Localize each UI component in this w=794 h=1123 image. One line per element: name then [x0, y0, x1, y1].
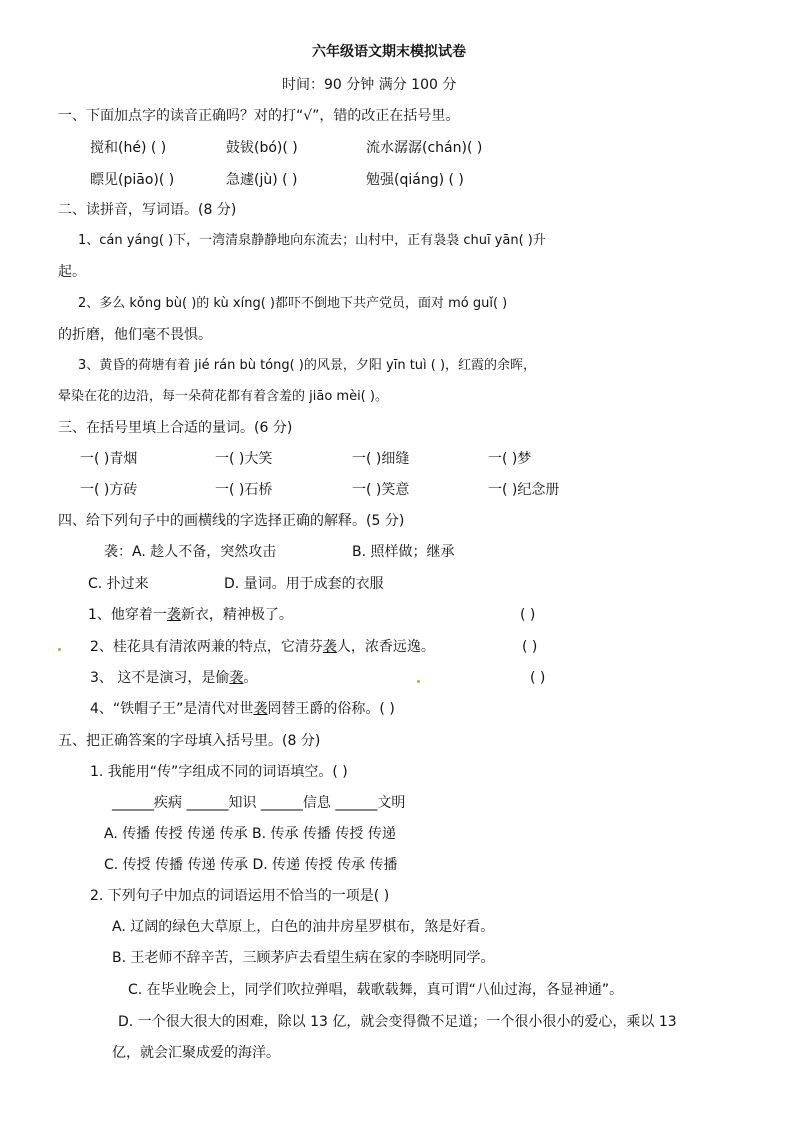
- s5-q2-option-a: A. 辽阔的绿色大草原上，白色的油井房星罗棋布，煞是好看。: [112, 919, 495, 935]
- s4-definition-b: B. 照样做；继承: [352, 544, 455, 560]
- underlined-char: 袭: [253, 701, 268, 717]
- s5-q2-option-b: B. 王老师不辞辛苦，三顾茅庐去看望生病在家的李晓明同学。: [112, 950, 495, 966]
- s4-question: 4、“铁帽子王”是清代对世袭罔替王爵的俗称。( ): [90, 701, 395, 717]
- dot-mark: [417, 680, 420, 683]
- s2-question-cont: 晕染在花的边沿，每一朵荷花都有着含羞的 jiāo mèi( )。: [58, 389, 388, 404]
- s5-q2-option-d-cont: 亿，就会汇聚成爱的海洋。: [112, 1045, 280, 1061]
- s1-item: 鼓钹(bó)( ): [226, 140, 298, 156]
- section-4-heading: 四、给下列句子中的画横线的字选择正确的解释。(5 分): [58, 513, 405, 529]
- s5-q2-option-c: C. 在毕业晚会上，同学们吹拉弹唱，载歌载舞，真可谓“八仙过海，各显神通”。: [128, 982, 624, 998]
- s2-question-cont: 的折磨，他们毫不畏惧。: [58, 327, 212, 343]
- s5-q1-options-ab: A. 传播 传授 传递 传承 B. 传承 传播 传授 传递: [104, 826, 396, 842]
- s3-item: 一( )梦: [488, 451, 532, 467]
- s3-item: 一( )青烟: [80, 451, 138, 467]
- s5-q1-options-cd: C. 传授 传播 传递 传承 D. 传递 传授 传承 传播: [104, 857, 398, 873]
- exam-info: 时间：90 分钟 满分 100 分: [282, 77, 457, 93]
- s3-item: 一( )纪念册: [488, 482, 560, 498]
- s4-definition-c: C. 扑过来: [88, 576, 149, 592]
- s3-item: 一( )方砖: [80, 482, 138, 498]
- page-title: 六年级语文期末模拟试卷: [312, 44, 466, 60]
- underlined-char: 袭: [166, 607, 181, 623]
- section-1-heading: 一、下面加点字的读音正确吗？对的打“√”，错的改正在括号里。: [58, 108, 460, 124]
- s3-item: 一( )笑意: [352, 482, 410, 498]
- s2-question: 3、黄昏的荷塘有着 jié rán bù tóng( )的风景，夕阳 yīn tuì ( )，红霞的余晖，: [78, 358, 537, 373]
- s1-item: 瞟见(piāo)( ): [90, 172, 175, 188]
- answer-blank: ( ): [520, 607, 536, 623]
- s5-question-1: 1. 我能用“传”字组成不同的词语填空。( ): [90, 764, 348, 780]
- s3-item: 一( )大笑: [215, 451, 273, 467]
- s3-item: 一( )石桥: [215, 482, 273, 498]
- answer-blank: ( ): [530, 670, 546, 686]
- s5-q2-option-d: D. 一个很大很大的困难，除以 13 亿，就会变得微不足道；一个很小很小的爱心，乘以 13: [118, 1014, 677, 1030]
- s5-question-2: 2. 下列句子中加点的词语运用不恰当的一项是( ): [90, 888, 390, 904]
- answer-blank: ( ): [522, 639, 538, 655]
- s4-question: 2、桂花具有清浓两兼的特点，它清芬袭人，浓香远逸。: [90, 639, 435, 655]
- underlined-char: 袭: [322, 639, 337, 655]
- s4-question: 1、他穿着一袭新衣，精神极了。: [88, 607, 293, 623]
- s2-question: 1、cán yáng( )下，一湾清泉静静地向东流去；山村中，正有袅袅 chuī yān( )升: [78, 233, 546, 248]
- section-3-heading: 三、在括号里填上合适的量词。(6 分): [58, 420, 293, 436]
- s1-item: 流水潺潺(chán)( ): [366, 140, 483, 156]
- section-5-heading: 五、把正确答案的字母填入括号里。(8 分): [58, 733, 321, 749]
- s2-question: 2、多么 kǒng bù( )的 kù xíng( )都吓不倒地下共产党员，面对 mó guǐ( ): [78, 296, 508, 311]
- s4-question: 3、 这不是演习，是偷袭。: [90, 670, 258, 686]
- s1-item: 急遽(jù) ( ): [226, 172, 298, 188]
- s1-item: 勉强(qiáng) ( ): [366, 172, 464, 188]
- s3-item: 一( )细缝: [352, 451, 410, 467]
- s5-q1-blanks: ______疾病 ______知识 ______信息 ______文明: [112, 795, 406, 811]
- underlined-char: 袭: [229, 670, 244, 686]
- s4-definition-a: 袭：A. 趁人不备，突然攻击: [104, 544, 277, 560]
- s2-question-cont: 起。: [58, 264, 86, 280]
- dot-mark: [58, 648, 61, 651]
- section-2-heading: 二、读拼音，写词语。(8 分): [58, 202, 237, 218]
- s4-definition-d: D. 量词。用于成套的衣服: [224, 576, 384, 592]
- s1-item: 搅和(hé) ( ): [90, 140, 167, 156]
